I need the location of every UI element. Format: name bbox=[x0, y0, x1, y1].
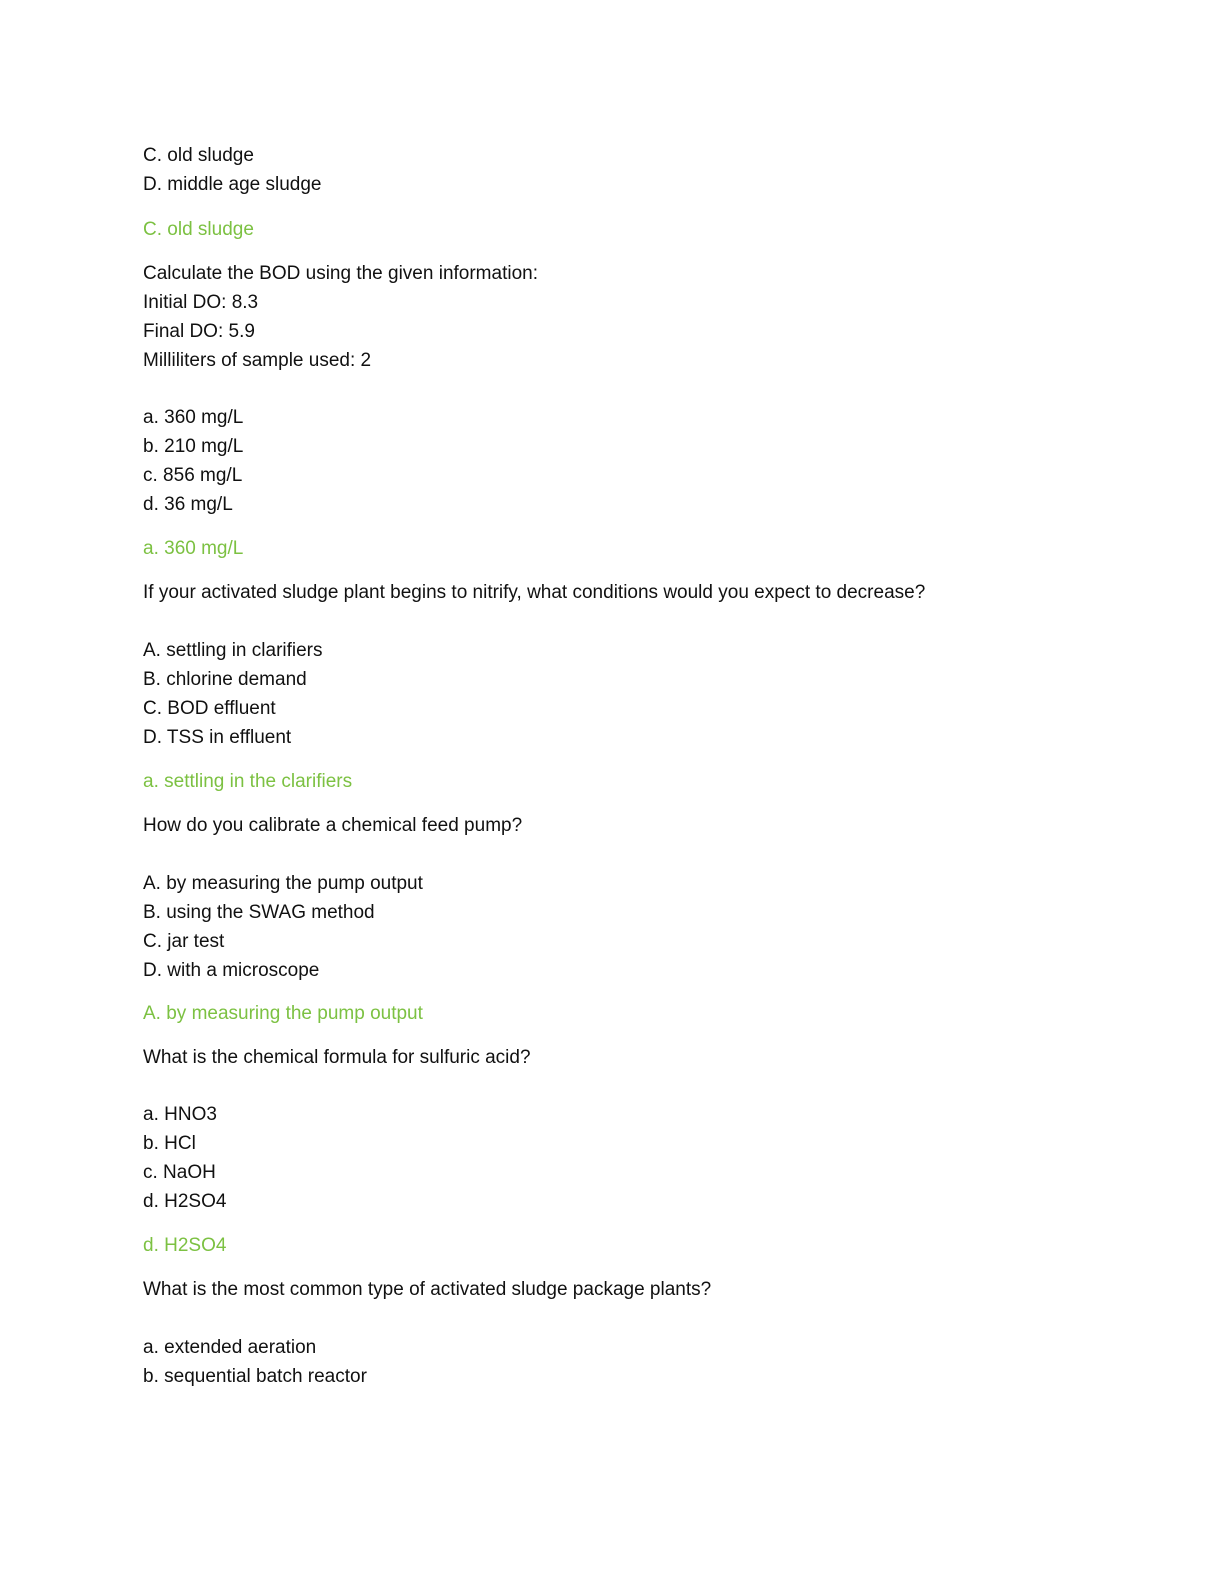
detail-line: Initial DO: 8.3 bbox=[143, 292, 259, 313]
option-line: b. 210 mg/L bbox=[143, 436, 244, 457]
option-line: C. old sludge bbox=[143, 145, 254, 166]
question-line: If your activated sludge plant begins to nitrify, what conditions would you expect to decrease? bbox=[143, 582, 926, 603]
option-line: c. NaOH bbox=[143, 1162, 216, 1183]
option-line: d. H2SO4 bbox=[143, 1191, 227, 1212]
option-line: D. TSS in effluent bbox=[143, 727, 292, 748]
answer-line: A. by measuring the pump output bbox=[143, 1003, 423, 1024]
detail-line: Milliliters of sample used: 2 bbox=[143, 350, 372, 371]
option-line: b. HCl bbox=[143, 1133, 196, 1154]
option-line: A. settling in clarifiers bbox=[143, 640, 323, 661]
question-line: What is the most common type of activated sludge package plants? bbox=[143, 1279, 712, 1300]
answer-line: a. 360 mg/L bbox=[143, 538, 244, 559]
option-line: A. by measuring the pump output bbox=[143, 873, 423, 894]
option-line: B. chlorine demand bbox=[143, 669, 307, 690]
option-line: D. middle age sludge bbox=[143, 174, 322, 195]
answer-line: C. old sludge bbox=[143, 219, 254, 240]
answer-line: a. settling in the clarifiers bbox=[143, 771, 353, 792]
option-line: a. HNO3 bbox=[143, 1104, 217, 1125]
question-line: What is the chemical formula for sulfuric acid? bbox=[143, 1047, 531, 1068]
option-line: c. 856 mg/L bbox=[143, 465, 243, 486]
question-line: How do you calibrate a chemical feed pump? bbox=[143, 815, 523, 836]
option-line: a. 360 mg/L bbox=[143, 407, 244, 428]
option-line: C. BOD effluent bbox=[143, 698, 276, 719]
option-line: d. 36 mg/L bbox=[143, 494, 233, 515]
option-line: C. jar test bbox=[143, 931, 225, 952]
question-line: Calculate the BOD using the given information: bbox=[143, 263, 538, 284]
option-line: a. extended aeration bbox=[143, 1337, 317, 1358]
detail-line: Final DO: 5.9 bbox=[143, 321, 255, 342]
option-line: B. using the SWAG method bbox=[143, 902, 375, 923]
answer-line: d. H2SO4 bbox=[143, 1235, 227, 1256]
option-line: b. sequential batch reactor bbox=[143, 1366, 367, 1387]
option-line: D. with a microscope bbox=[143, 960, 320, 981]
